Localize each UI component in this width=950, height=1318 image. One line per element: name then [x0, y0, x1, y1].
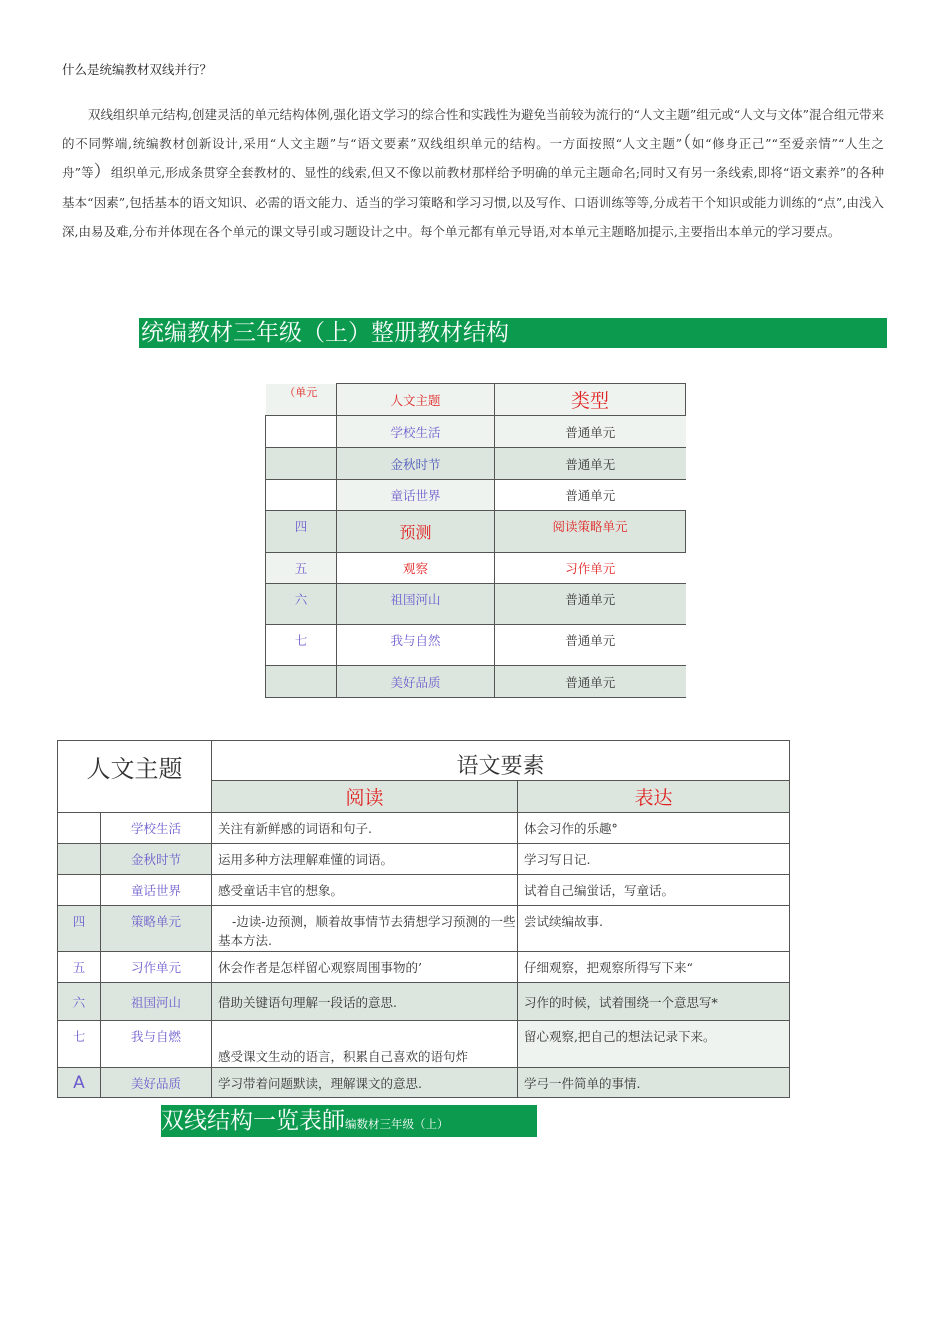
- topic-cell: 习作单元: [101, 952, 212, 983]
- topic-cell: 童话世界: [101, 875, 212, 906]
- intro-paren-close: ）: [93, 162, 111, 183]
- unit-number: 六: [58, 983, 101, 1021]
- topic-cell: 祖国河山: [101, 983, 212, 1021]
- reading-cell: 感受课文生动的语言，积累自己喜欢的语句炸: [212, 1021, 518, 1068]
- theme-cell: 童话世界: [337, 480, 495, 511]
- language-elements-header: 语文要素: [212, 741, 790, 781]
- type-cell: 普通单元: [495, 416, 686, 448]
- intro-paragraph: [62, 100, 884, 246]
- dual-row: [58, 983, 790, 1021]
- structure-row: [266, 666, 686, 698]
- reading-cell: 运用多种方法理解难懂的词语。: [212, 844, 518, 875]
- expression-cell: 体会习作的乐趣°: [518, 813, 790, 844]
- intro-paren-open: （: [681, 133, 692, 154]
- unit-cell: 七: [266, 625, 337, 666]
- unit-number: [58, 813, 101, 844]
- reading-cell: 关注有新鲜感的词语和句子.: [212, 813, 518, 844]
- theme-cell: 我与自然: [337, 625, 495, 666]
- expression-cell: 试着自己编蛍话，写童话。: [518, 875, 790, 906]
- dual-row: [58, 1068, 790, 1098]
- intro-part2: 如“修身正己”“至爱亲情”“人生之舟”等: [62, 136, 885, 181]
- type-cell: 普通单元: [495, 666, 686, 698]
- expression-header: 表达: [518, 781, 790, 813]
- expression-cell: 学习写日记.: [518, 844, 790, 875]
- theme-cell: 预测: [337, 511, 495, 553]
- dual-row: [58, 844, 790, 875]
- expression-cell: 留心观察,把自己的想法记录下来。: [518, 1021, 790, 1068]
- unit-cell: [266, 666, 337, 698]
- intro-part1: 双线组织单元结构,创建灵活的单元结构体例,强化语文学习的综合性和实践性为避免当前较为流行的“人文主题”组元或“人文与文体”混合组元带来的不同弊端,统编教材创新设计,采用“人文主题”与“语文要素”双线组织单元的结构。一方面按照“人文主题”: [62, 107, 885, 152]
- structure-row: [266, 584, 686, 625]
- unit-cell: 四: [266, 511, 337, 553]
- theme-cell: 观察: [337, 553, 495, 584]
- structure-row: [266, 480, 686, 511]
- expression-cell: 尝试续编故事.: [518, 906, 790, 952]
- theme-header: 人文主题: [337, 384, 495, 416]
- theme-cell: 学校生活: [337, 416, 495, 448]
- dual-row: [58, 1021, 790, 1068]
- type-header: 类型: [495, 384, 686, 416]
- theme-cell: 金秋时节: [337, 448, 495, 480]
- structure-row: [266, 553, 686, 584]
- type-cell: 普通单元: [495, 584, 686, 625]
- type-cell: 普通单元: [495, 480, 686, 511]
- type-cell: 普通单元: [495, 625, 686, 666]
- unit-number: 五: [58, 952, 101, 983]
- dual-row: [58, 875, 790, 906]
- unit-cell: 六: [266, 584, 337, 625]
- dual-row: [58, 906, 790, 952]
- structure-row: [266, 416, 686, 448]
- dual-row: [58, 813, 790, 844]
- type-cell: 阅读策略单元: [495, 511, 686, 553]
- unit-number: 四: [58, 906, 101, 952]
- type-cell: 普通单无: [495, 448, 686, 480]
- dual-row: [58, 952, 790, 983]
- expression-cell: 仔细观察，把观察所得写下来“: [518, 952, 790, 983]
- unit-header: （单元: [266, 384, 337, 416]
- intro-part3: 组织单元,形成条贯穿全套教材的、显性的线索,但又不像以前教材那样给予明确的单元主题命名;同时又有另一条线索,即将“语文素养”的各种基本“因素”,包括基本的语文知识、必需的语文能力、适当的学习策略和学习习惯,以及写作、口语训练等等,分成若干个知识或能力训练的“点”,由浅入深,由易及难,分布并体现在各个单元的课文导引或习题设计之中。每个单元都有单元导语,对本单元主题略加提示,主要指出本单元的学习要点。: [62, 165, 885, 239]
- topic-cell: 金秋时节: [101, 844, 212, 875]
- unit-cell: [266, 480, 337, 511]
- structure-row: [266, 625, 686, 666]
- unit-number: [58, 875, 101, 906]
- structure-row: [266, 511, 686, 553]
- humanistic-theme-header: 人文主题: [58, 741, 212, 813]
- unit-cell: 五: [266, 553, 337, 584]
- reading-header: 阅读: [212, 781, 518, 813]
- structure-table: [265, 383, 686, 698]
- theme-cell: 美好品质: [337, 666, 495, 698]
- unit-cell: [266, 416, 337, 448]
- dual-line-table: [57, 740, 790, 1098]
- expression-cell: 习作的时候，试着围绕一个意思写*: [518, 983, 790, 1021]
- type-cell: 习作单元: [495, 553, 686, 584]
- dual-header-row: [58, 741, 790, 781]
- theme-cell: 祖国河山: [337, 584, 495, 625]
- structure-banner: 统编教材三年级（上）整册教材结构: [139, 318, 887, 348]
- reading-cell: 借助关键语句理解一段话的意思.: [212, 983, 518, 1021]
- reading-cell: -边读-边预测，顺着故事情节去猜想学习预测的一些基本方法.: [212, 906, 518, 952]
- topic-cell: 策略单元: [101, 906, 212, 952]
- unit-cell: [266, 448, 337, 480]
- structure-row: [266, 448, 686, 480]
- reading-cell: 休会作者是怎样留心观察周围事物的’: [212, 952, 518, 983]
- question-heading: 什么是统编教材双线并行？: [62, 62, 213, 77]
- overview-banner-subtitle: 编数材三年级（上）: [345, 1117, 449, 1131]
- reading-cell: 感受童话丰官的想象。: [212, 875, 518, 906]
- topic-cell: 我与自燃: [101, 1021, 212, 1068]
- overview-banner-title: 双线结构一览表師: [161, 1108, 345, 1134]
- expression-cell: 学弓一件简单的事情.: [518, 1068, 790, 1098]
- unit-number: 七: [58, 1021, 101, 1068]
- structure-header-row: [266, 384, 686, 416]
- topic-cell: 美好品质: [101, 1068, 212, 1098]
- topic-cell: 学校生活: [101, 813, 212, 844]
- unit-number: A: [58, 1068, 101, 1098]
- overview-banner: [161, 1105, 537, 1137]
- unit-number: [58, 844, 101, 875]
- reading-cell: 学习带着问题默读，理解课文的意思.: [212, 1068, 518, 1098]
